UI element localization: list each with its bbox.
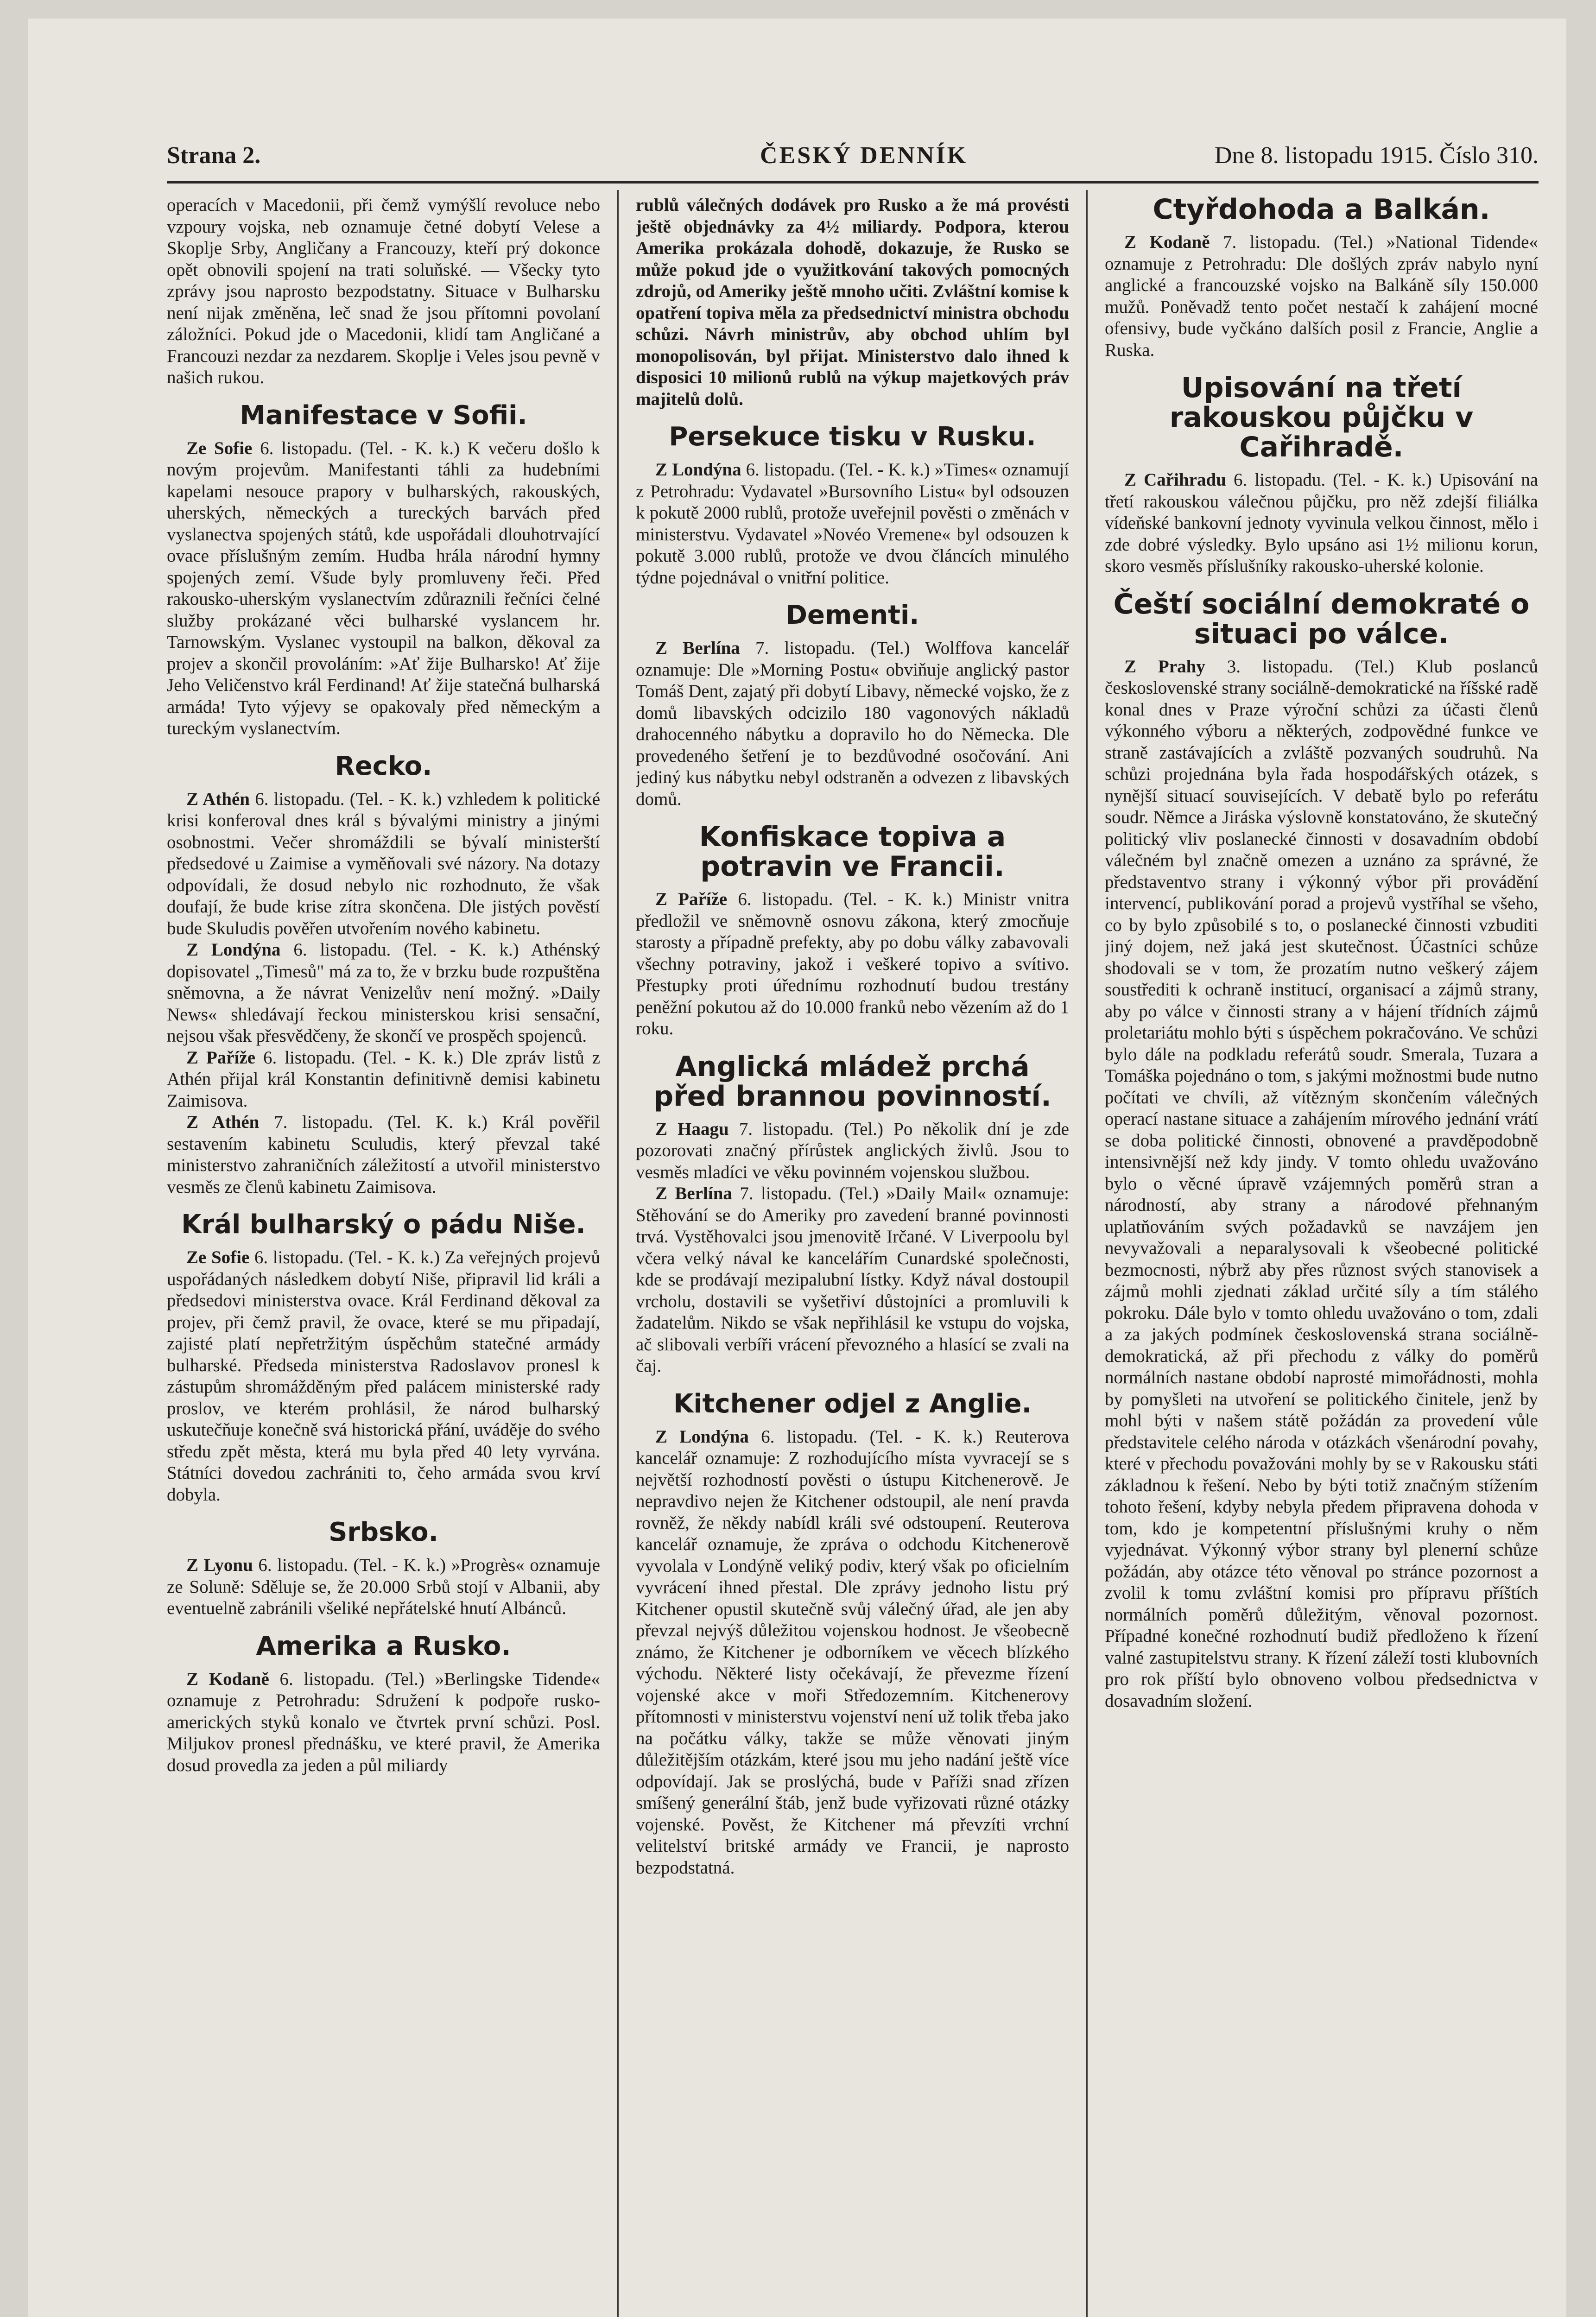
dateline: Z Londýna	[655, 460, 741, 480]
dateline: Ze Sofie	[186, 1247, 250, 1267]
article-paragraph	[636, 638, 1069, 810]
article-paragraph	[1105, 232, 1538, 361]
article-text: 6. listopadu. (Tel. - K. k.) »Times« oznamují z Petrohradu: Vydavatel »Bursovního Listu« byl odsouzen k pokutě 2000 rublů, protože uveřejnil pověsti o změnách v ministerstvu. Vydavatel »Novéo Vremene« byl odsouzen k pokutě 3.000 rublů, protože ve dvou článcích minulého týdne pojednával o vnitřní politice.	[636, 460, 1069, 588]
dateline: Z Athén	[186, 789, 250, 809]
article-text: 6. listopadu. (Tel. - K. k.) Ministr vnitra předložil ve sněmovně osnovu zákona, který zmocňuje starosty a případně prefekty, aby po dobu války zabavovali všechny potraviny, jakož i veškeré topivo a svítivo. Přestupky proti úřednímu rozhodnutí budou trestány peněžní pokutou až do 10.000 franků nebo vězením až do 1 roku.	[636, 889, 1069, 1038]
headline-cesti-socialni-demokrate: Čeští sociální demokraté o situaci po válce.	[1113, 588, 1530, 650]
dateline: Z Kodaně	[1124, 232, 1210, 252]
dateline: Z Berlína	[655, 1184, 732, 1203]
headline-srbsko: Srbsko.	[329, 1517, 438, 1547]
column-1	[167, 195, 600, 2317]
dateline: Z Haagu	[655, 1119, 729, 1139]
headline-ctyrdohoda: Ctyřdohoda a Balkán.	[1153, 195, 1490, 226]
dateline: Z Lyonu	[186, 1555, 253, 1575]
article-text: 6. listopadu. (Tel. - K. k.) Reuterova kancelář oznamuje: Z rozhodujícího místa vyvracejí se s největší rozhodností pověsti o ústupu Kitchenerově. Je nepravdivo nejen že Kitchener odstoupil, ale není pravda rovněž, že někdy nabídl králi své odstoupení. Reuterova kancelář oznamuje, že zpráva o odchodu Kitchenerově vyvolala v Londýně veliký podiv, který však po oficielním vyvrácení ihned přestal. Dle zprávy jednoho listu prý Kitchener opustil skutečně svůj válečný úřad, ale jen aby převzal nejvýš důležitou vojenskou hodnost. Je všeobecně známo, že Kitchener je odborníkem ve věcech blízkého východu. Některé listy očekávají, že převezme řízení vojenské akce v moři Středozemním. Kitchenerovy přítomnosti v ministerstvu vojenství není už tolik třeba jako na počátku války, takže se může věnovati jiným důležitějším otázkám, které jsou mu jeho nadání ještě více odpovídají. Jak se proslýchá, bude v Paříži snad zřízen smíšený generální štáb, jenž bude vyřizovati různé otázky vojenské. Pověst, že Kitchener má převzíti vrchní velitelství britské armády ve Francii, je naprosto bezpodstatná.	[636, 1426, 1069, 1878]
dateline: Z Paříže	[186, 1047, 256, 1068]
article-paragraph	[167, 1555, 600, 1620]
headline-recko: Recko.	[335, 751, 432, 781]
dateline: Ze Sofie	[186, 438, 253, 458]
dateline: Z Kodaně	[186, 1669, 269, 1689]
article-text: 7. listopadu. (Tel. K. k.) Král pověřil sestavením kabinetu Sculudis, který převzal také ministerstvo zahraničních záležitostí a utvořil ministerstvo vesměs ze členů kabinetu Zaimisova.	[167, 1112, 600, 1197]
headline-dementi: Dementi.	[785, 600, 919, 630]
article-paragraph	[167, 1047, 600, 1112]
article-paragraph	[167, 438, 600, 740]
article-continuation: rublů válečných dodávek pro Rusko a že má provésti ještě objednávky za 4½ miliardy. Podpora, kterou Amerika prokázala dohodě, dokazuje, že Rusko se může pokud jde o využitkování takových pomocných zdrojů, od Ameriky ještě mnoho učiti. Zvláštní komise k opatření topiva měla za předsednictví ministra obchodu schůzi. Návrh ministrův, aby obchod uhlím byl monopolisován, byl přijat. Ministerstvo dalo ihned k disposici 10 milionů rublů na výkup majetkových práv majitelů dolů.	[636, 195, 1069, 409]
newspaper-title: ČESKÝ DENNÍK	[760, 142, 968, 169]
column-rule-1	[617, 190, 619, 2317]
column-3	[1105, 195, 1538, 2317]
dateline: Z Londýna	[186, 940, 281, 960]
article-paragraph	[167, 789, 600, 940]
article-paragraph	[167, 1247, 600, 1506]
dateline: Z Cařihradu	[1124, 470, 1226, 490]
headline-persekuce: Persekuce tisku v Rusku.	[669, 422, 1036, 452]
article-paragraph	[636, 889, 1069, 1040]
article-text: 6. listopadu. (Tel. - K. k.) vzhledem k politické krisi konferoval dnes král s bývalými ministry a jinými osobnostmi. Večer shromáždili se bývalí ministerští předsedové u Zaimise a vyměňovali své názory. Na dotazy odpovídali, že dosud nebylo nic rozhodnuto, že však doufají, že bude krise zítra skončena. Dle jistých pověstí bude Skuludis pověřen utvořením nového kabinetu.	[167, 789, 600, 938]
article-text: 6. listopadu. (Tel. - K. k.) Dle zpráv listů z Athén přijal král Konstantin definitivně demisi kabinetu Zaimisova.	[167, 1047, 600, 1111]
dateline: Z Berlína	[655, 638, 740, 658]
article-paragraph	[167, 1669, 600, 1777]
masthead	[167, 130, 1539, 184]
dateline: Z Londýna	[655, 1426, 749, 1447]
headline-anglicka-mladez: Anglická mládež prchá před brannou povinností.	[653, 1050, 1051, 1113]
article-text: 6. listopadu. (Tel. - K. k.) Athénský dopisovatel „Timesů" má za to, že v brzku bude rozpuštěna sněmovna, a že návrat Venizelův není možný. »Daily News« shledávají řeckou ministerskou krisi sensační, nejsou však přesvědčeny, že skončí ve prospěch spojenců.	[167, 940, 600, 1046]
column-rule-2	[1086, 190, 1088, 2317]
dateline: Z Athén	[186, 1112, 260, 1132]
article-text: 7. listopadu. (Tel.) Wolffova kancelář oznamuje: Dle »Morning Postu« obviňuje anglický pastor Tomáš Dent, zajatý při dobytí Libavy, německé vojsko, že z domů libavských odcizilo 180 vagonových nákladů drahocenného nábytku a dopravilo ho do Německa. Dle provedeného šetření je to bezdůvodné osočování. Ani jediný kus nábytku nebyl odstraněn a odvezen z libavských domů.	[636, 638, 1069, 809]
article-paragraph	[636, 1426, 1069, 1879]
article-text: 6. listopadu. (Tel.) »Berlingske Tidende« oznamuje z Petrohradu: Sdružení k podpoře rusko-amerických styků konalo ve čtvrtek první schůzi. Posl. Miljukov pronesl přednášku, ve které pravil, že Amerika dosud provedla za jeden a půl miliardy	[167, 1669, 600, 1775]
article-paragraph	[636, 1183, 1069, 1377]
article-paragraph	[1105, 469, 1538, 577]
article-continuation: operacích v Macedonii, při čemž vymýšlí revoluce nebo vzpoury vojska, neb oznamuje četné dobytí Velese a Skoplje Srby, Angličany a Francouzy, kteří prý dokonce opět obnovili spojení na trati soluňské. — Všecky tyto zprávy jsou naprosto bezpodstatny. Situace v Bulharsku není nijak změněna, leč snad že jsou přítomni povolaní záložníci. Pokud jde o Macedonii, klidí tam Angličané a Francouzi nezdar za nezdarem. Skoplje i Veles jsou pevně v našich rukou.	[167, 195, 600, 387]
headline-kitchener: Kitchener odjel z Anglie.	[673, 1388, 1032, 1419]
issue-date: Dne 8. listopadu 1915. Číslo 310.	[1214, 142, 1539, 169]
headline-kral-bulharsky: Král bulharský o pádu Niše.	[181, 1209, 586, 1240]
article-text: 6. listopadu. (Tel. - K. k.) K večeru došlo k novým projevům. Manifestanti táhli za hudebními kapelami nesouce prapory v bulharských, rakouských, uherských, německých a tureckých barvách před vyslanectva spojených států, kde uspořádali dlouhotrvající ovace příslušným zemím. Hudba hrála národní hymny spojených zemí. Všude byly promluveny řeči. Před rakousko-uherským vyslanectvím zdůraznili řečníci čelné služby prokázané věci bulharské vyslancem hr. Tarnowským. Vyslanec vystoupil na balkon, děkoval za projev a skončil provoláním: »Ať žije Bulharsko! Ať žije Jeho Veličenstvo král Ferdinand! Ať žije statečná bulharská armáda! Tyto výjevy se opakovaly před německým a tureckým vyslanectvím.	[167, 438, 600, 738]
headline-amerika-rusko: Amerika a Rusko.	[256, 1631, 511, 1661]
article-text: 6. listopadu. (Tel. - K. k.) Upisování na třetí rakouskou válečnou půjčku, pro něž zdejší filiálka vídeňské bankovní jednoty vyvinula velkou činnost, mělo i zde dobré výsledky. Bylo upsáno asi 1½ milionu korun, skoro vesměs příslušníky rakousko-uherské kolonie.	[1105, 470, 1538, 576]
page-number: Strana 2.	[167, 142, 261, 169]
article-text: 7. listopadu. (Tel.) »National Tidende« oznamuje z Petrohradu: Dle došlých zpráv nabylo nyní anglické a francouzské vojsko na Balkáně síly 150.000 mužů. Poněvadž tento počet nestačí k zahájení mocné ofensivy, bude vyčkáno dalších posil z Francie, Anglie a Ruska.	[1105, 232, 1538, 360]
article-text: 6. listopadu. (Tel. - K. k.) »Progrès« oznamuje ze Soluně: Sděluje se, že 20.000 Srbů stojí v Albanii, aby eventuelně zabránili všeliké nepřátelské hnutí Albánců.	[167, 1555, 600, 1618]
headline-konfiskace: Konfiskace topiva a potravin ve Francii.	[699, 821, 1006, 883]
article-paragraph	[167, 1112, 600, 1198]
article-paragraph	[636, 1119, 1069, 1184]
article-paragraph	[636, 459, 1069, 589]
dateline: Z Prahy	[1124, 656, 1205, 677]
article-paragraph	[1105, 656, 1538, 1712]
article-text: 7. listopadu. (Tel.) Po několik dní je zde pozorovati značný přírůstek anglických živlů. Jsou to vesměs mladíci ve věku povinném vojenskou službou.	[636, 1119, 1069, 1182]
article-text: 6. listopadu. (Tel. - K. k.) Za veřejných projevů uspořádaných následkem dobytí Niše, připravil lid králi a předsedovi ministerstva ovace. Král Ferdinand děkoval za projev, při čemž pravil, že ovace, které se mu připadají, zajisté platí nepřetržitým úspěchům statečné armády bulharské. Předseda ministerstva Radoslavov pronesl k zástupům shromážděným před palácem ministerské rady proslov, ve kterém prohlásil, že národ bulharský uskutečňuje konečně svá historická přání, uváděje do svého středu zpět města, která mu byla před 40 lety vyrvána. Státníci dovedou zachrániti to, čeho armáda svou krví dobyla.	[167, 1247, 600, 1505]
newspaper-page	[28, 19, 1566, 2317]
dateline: Z Paříže	[655, 889, 728, 909]
article-paragraph	[167, 939, 600, 1047]
article-text: 3. listopadu. (Tel.) Klub poslanců československé strany sociálně-demokratické na říšské radě konal dnes v Praze výroční schůzi za účasti členů výkonného výboru a některých, zodpovědné funkce ve straně zastávajících a zvláště pozvaných soudruhů. Na schůzi projednána byla řada hospodářských otázek, s nynější situací souvisejících. V debatě bylo po referátu soudr. Němce a Jiráska výslovně konstatováno, že skutečný politický vliv poslanecké činnosti v dosavadním období válečném byl značně omezen a uznáno za správné, že představentvo strany i výkonný výbor při provádění intervencí, publikování porad a projevů vystříhal se všeho, co by bylo způsobilé s to, o poslanecké činnosti vzbuditi jiný dojem, než jaká jest skutečnost. Účastníci schůze shodovali se v tom, že prozatím nutno veškerý zájem soustřediti k ochraně institucí, organisací a zájmů strany, aby po válce v činnosti strany a v hájení třídních zájmů proletariátu mohlo býti s úspěchem pokračováno. Ve schůzi bylo dále na podkladu referátů soudr. Smerala, Tuzara a Tomáška pojednáno o tom, s jakými možnostmi bude nutno počítati ve chvíli, až vítězným skončením válečných operací nastane situace a zahájením mírového jednání vrátí se doba politické činnosti, obnovené a pravděpodobně intensivnější než kdy jindy. V tomto ohledu uvažováno bylo o věcné úpravě vzájemných poměrů stran a národností, aby strany a národové přehnaným uplatňováním svých požadavků se navzájem jen nevyvažovali a neparalysovali k všeobecné politické bezmocnosti, nýbrž aby přes různost svých stanovisek a zájmů mohli zjednati základ určité síly a tím stálého pokroku. Dále bylo v tomto ohledu uvažováno o tom, zdali a za jakých podmínek československá strana sociálně-demokratická, až při přechodu z války do poměrů normálních nastane období naprosté mimořádnosti, mohla by pomyšleti na utvoření se politického činitele, jenž by mohl býti v našem státě požádán za provedení vůle představitele celého národa v otázkách všenárodní povahy, které v přechodu považováni mohly by se v Rakousku státi základnou k řešení. Nebo by býti totiž značným stížením tohoto řešení, kdyby nebyla předem připravena dohoda v tom, kdo je kompetentní příslušnými kruhy o něm vyjednávat. Výkonný výbor strany byl plenerní schůze požádán, aby otázce této věnoval po stránce pozornost a zvolil k tomu zvláštní komisi pro přípravu příštích normálních poměrů důležitým, věnoval pozornost. Případné konečné rozhodnutí budiž předloženo k řízení valné zastupitelstvu strany. K řízení záleží tosti klubovních pro rok příští bylo obnoveno volbou předsednictva v dosavadním složení.	[1105, 656, 1538, 1711]
column-2	[636, 195, 1069, 2317]
headline-upisovani: Upisování na třetí rakouskou půjčku v Cařihradě.	[1169, 372, 1474, 463]
headline-manifestace: Manifestace v Sofii.	[240, 400, 527, 430]
article-text: 7. listopadu. (Tel.) »Daily Mail« oznamuje: Stěhování se do Ameriky pro zavedení branné povinnosti trvá. Vystěhovalci jsou jmenovitě Irčané. V Liverpoolu byl včera velký nával ke kancelářím Cunardské společnosti, kde se prodávají mezipalubní lístky. Když nával dostoupil vrcholu, dostavili se vyšetřiví důstojníci a promluvili k žadatelům. Nikdo se však nepřihlásil ke vstupu do vojska, ač slibovali verbíři vrácení převozného a hlasící se zvali na čaj.	[636, 1184, 1069, 1376]
